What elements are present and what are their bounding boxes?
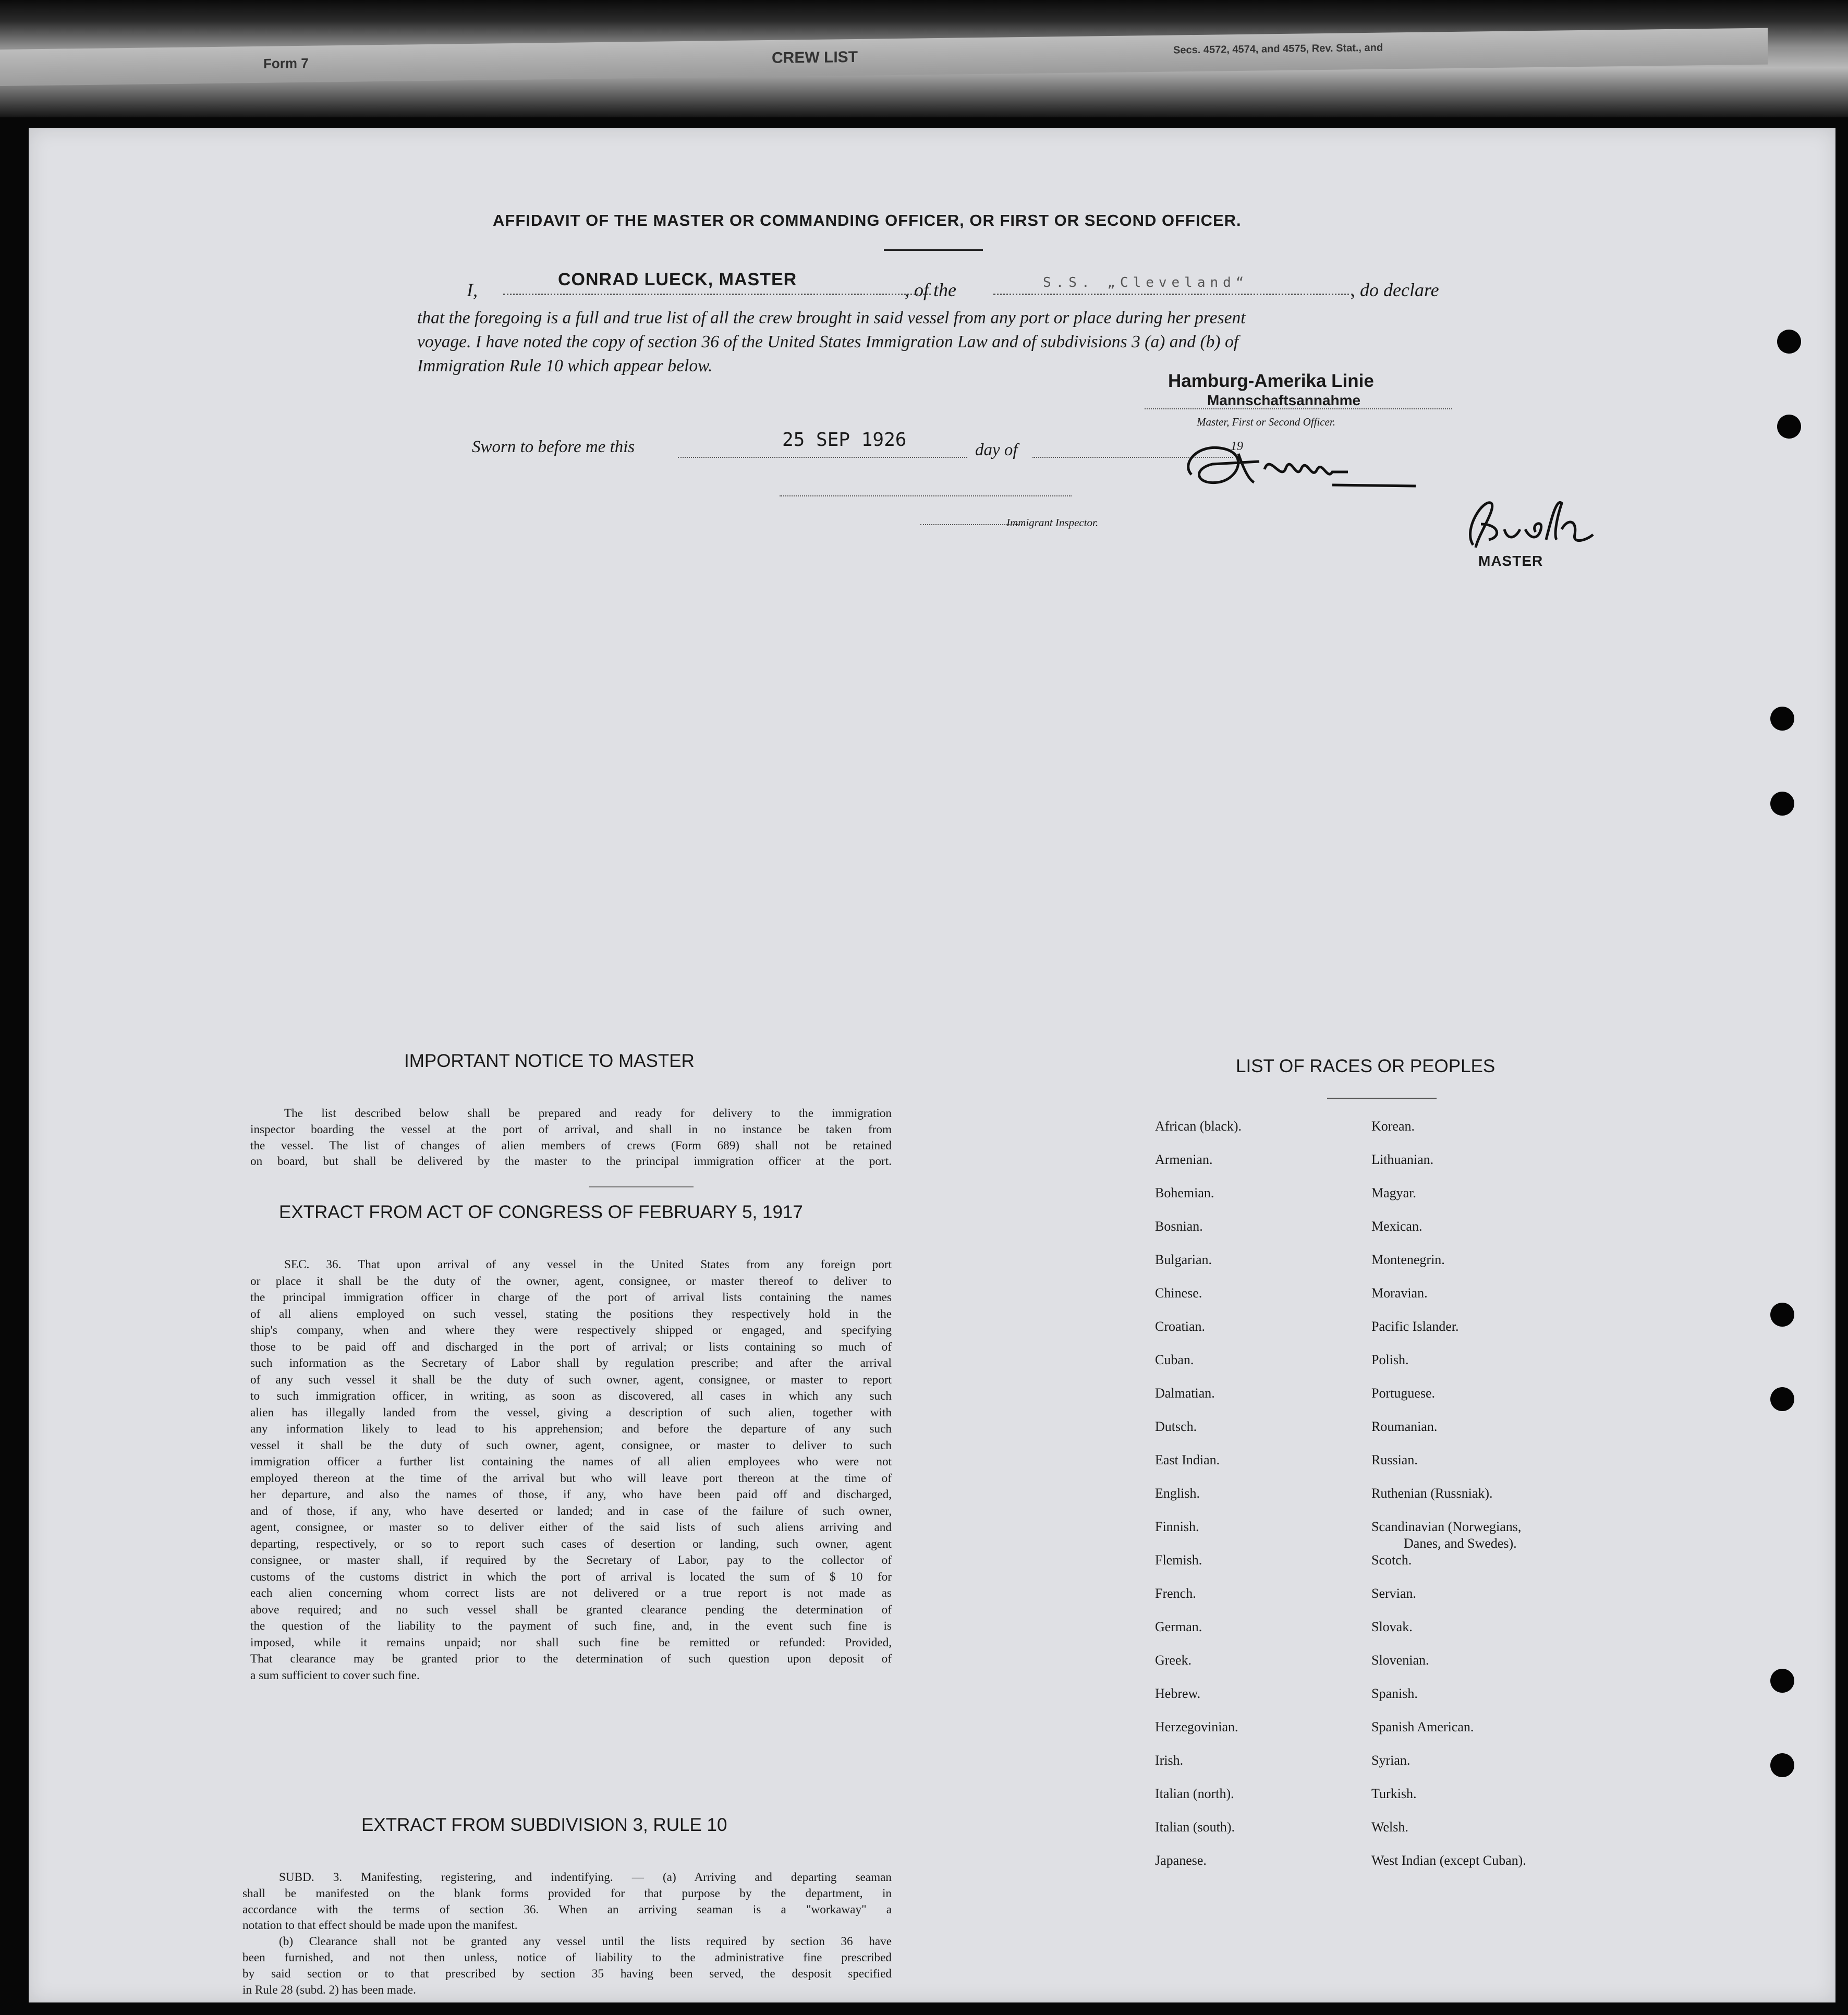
act-line: those to be paid off and discharged in the port of arrival; or lists containing so much of [250,1340,892,1354]
act-line: the principal immigration officer in charge of the port of arrival lists containing the names [250,1291,892,1304]
act-line: the question of the liability to the payment of such fine, and, in the event such fine is [250,1619,892,1633]
race-item: Turkish. [1371,1786,1417,1801]
race-item: Moravian. [1371,1285,1428,1301]
race-item: Finnish. [1155,1519,1199,1534]
race-item: African (black). [1155,1119,1242,1134]
rule-line: by said section or to that prescribed by section 35 having been served, the desposit specified [242,1967,892,1981]
act-line: above required; and no such vessel shall be granted clearance pending the determination of [250,1603,892,1617]
notice-line: on board, but shall be delivered by the master to the principal immigration officer at the port. [250,1155,892,1169]
department-stamp: Mannschaftsannahme [1207,392,1361,408]
notice-line: inspector boarding the vessel at the port of arrival, and shall in no instance be taken from [250,1122,892,1136]
act-line: of all aliens employed on such vessel, stating the positions they respectively hold in the [250,1307,892,1321]
race-item: Welsh. [1371,1819,1408,1835]
race-item: Servian. [1371,1586,1416,1601]
race-item: Slovak. [1371,1619,1413,1634]
company-stamp: Hamburg-Amerika Linie [1168,371,1374,391]
act-line: ship's company, when and where they were respectively shipped or engaged, and specifying [250,1324,892,1337]
race-item: Croatian. [1155,1319,1206,1334]
race-item: Dutsch. [1155,1419,1197,1434]
i-label: I, [467,280,478,300]
race-item: Korean. [1371,1119,1415,1134]
race-item: Cuban. [1155,1352,1194,1367]
punch-hole [1770,707,1794,731]
race-item: Scotch. [1371,1552,1412,1568]
race-item: Armenian. [1155,1152,1213,1167]
race-item: Japanese. [1155,1853,1207,1868]
race-item: West Indian (except Cuban). [1371,1853,1526,1868]
race-item: Irish. [1155,1753,1184,1768]
act-line: any information likely to lead to his apprehension; and before the departure of any such [250,1422,892,1436]
vessel-line [993,294,1353,295]
inspector-line-1 [780,495,1072,496]
punch-hole [1777,330,1801,354]
race-item: Syrian. [1371,1753,1411,1768]
punch-hole [1777,415,1801,439]
punch-hole [1770,1387,1794,1411]
race-item: Montenegrin. [1371,1252,1445,1267]
act-line: vessel it shall be the duty of such owner, agent, consignee, or master to deliver to such [250,1438,892,1452]
extract-rule-title: EXTRACT FROM SUBDIVISION 3, RULE 10 [361,1815,727,1835]
master-name: CONRAD LUECK, MASTER [558,270,797,289]
statute-reference: Secs. 4572, 4574, and 4575, Rev. Stat., and [1173,42,1383,56]
act-line: each alien concerning whom correct lists are not delivered or a true report is not made as [250,1586,892,1600]
act-line: immigration officer a further list containing the names of all alien employees who were not [250,1455,892,1468]
rule-line: (b) Clearance shall not be granted any vessel until the lists required by section 36 have [279,1935,892,1949]
document-page [29,128,1835,2002]
act-line: customs of the customs district in which the port of arrival is located the sum of $ 10 for [250,1570,892,1584]
rule-line: in Rule 28 (subd. 2) has been made. [242,1983,416,1997]
races-rule [1327,1098,1437,1099]
notice-line: the vessel. The list of changes of alien members of crews (Form 689) shall not be retained [250,1138,892,1152]
act-line: employed thereon at the time of the arrival but who will leave port thereon at the time of [250,1471,892,1485]
rule-line: SUBD. 3. Manifesting, registering, and indentifying. — (a) Arriving and departing seaman [279,1871,892,1884]
master-signature [1452,488,1619,555]
race-item: Portuguese. [1371,1386,1436,1401]
master-stamp: MASTER [1478,553,1543,569]
heading-rule [884,249,983,251]
act-line: or place it shall be the duty of the owner, agent, consignee, or master thereof to deliver to [250,1274,892,1288]
race-item: Roumanian. [1371,1419,1438,1434]
do-declare-label: , do declare [1351,280,1439,300]
form-number: Form 7 [263,55,309,71]
of-the-label: , of the [905,280,956,300]
act-line: her departure, and also the names of those, if any, who have been paid off and discharged, [250,1488,892,1501]
sworn-date: 25 SEP 1926 [782,429,907,451]
extract-act-title: EXTRACT FROM ACT OF CONGRESS OF FEBRUARY 5, 1917 [279,1202,803,1222]
race-item: Herzegovinian. [1155,1719,1238,1734]
race-item: Polish. [1371,1352,1409,1367]
affidavit-line: that the foregoing is a full and true list of all the crew brought in said vessel from any port or place during her present [417,308,1246,327]
notice-line: The list described below shall be prepared and ready for delivery to the immigration [284,1107,892,1120]
race-item: French. [1155,1586,1196,1601]
punch-hole [1770,1303,1794,1327]
race-item: Spanish American. [1371,1719,1474,1734]
races-title: LIST OF RACES OR PEOPLES [1236,1056,1496,1076]
extract-act-paragraph [250,1257,892,1684]
act-line: imposed, while it remains unpaid; nor shall such fine be remitted or refunded: Provided, [250,1635,892,1649]
affidavit-line: voyage. I have noted the copy of section 36 of the United States Immigration Law and of subdivisions 3 (a) and (b) of [417,332,1239,351]
act-line: to such immigration officer, in writing, as soon as discovered, all cases in which any such [250,1389,892,1403]
race-item: Hebrew. [1155,1686,1201,1701]
race-item: Bohemian. [1155,1185,1214,1200]
rule-line: accordance with the terms of section 36. When an arriving seaman is a "workaway" a [242,1902,892,1916]
affidavit-line: Immigration Rule 10 which appear below. [417,356,713,375]
race-item: Magyar. [1371,1185,1416,1200]
race-item: Pacific Islander. [1371,1319,1459,1334]
race-item: English. [1155,1486,1200,1501]
race-item: Bosnian. [1155,1219,1203,1234]
act-line: SEC. 36. That upon arrival of any vessel in the United States from any foreign port [284,1258,892,1271]
race-item: Slovenian. [1371,1653,1429,1668]
sworn-date-line [678,457,967,458]
notice-title: IMPORTANT NOTICE TO MASTER [404,1051,695,1071]
affidavit-heading: AFFIDAVIT OF THE MASTER OR COMMANDING OFFICER, OR FIRST OR SECOND OFFICER. [493,211,1242,229]
punch-hole [1770,792,1794,816]
race-item: Chinese. [1155,1285,1202,1301]
race-item: Lithuanian. [1371,1152,1434,1167]
rule-line: notation to that effect should be made upon the manifest. [242,1919,518,1933]
race-item: Russian. [1371,1452,1418,1467]
year-prefix: 19 [1231,440,1243,453]
crew-list-title: CREW LIST [772,48,858,67]
affidavit-text [417,306,1246,378]
notice-paragraph [250,1106,892,1170]
race-item: Italian (south). [1155,1819,1235,1835]
extract-rule-paragraph [242,1870,892,1998]
act-line: such information as the Secretary of Labor shall by regulation prescribe; and after the arrival [250,1356,892,1370]
race-item: Bulgarian. [1155,1252,1212,1267]
officer-caption: Master, First or Second Officer. [1197,416,1335,428]
rule-line: shall be manifested on the blank forms provided for that purpose by the department, in [242,1886,892,1900]
master-name-line [503,294,931,295]
act-line: and of those, if any, who have deserted or landed; and in case of the failure of such owner, [250,1504,892,1518]
race-item-continuation: Danes, and Swedes). [1404,1536,1517,1551]
act-line: That clearance may be granted prior to the determination of such question upon deposit of [250,1652,892,1666]
act-line: a sum sufficient to cover such fine. [250,1668,420,1682]
rule-line: been furnished, and not then unless, notice of liability to the administrative fine prescribed [242,1950,892,1964]
race-item: German. [1155,1619,1202,1634]
act-line: departing, respectively, or so to report such cases of desertion or landing, such owner, agent [250,1537,892,1551]
race-item: Spanish. [1371,1686,1418,1701]
act-line: alien has illegally landed from the vessel, giving a description of such alien, together with [250,1405,892,1419]
officer-signature [1176,433,1437,501]
act-line: of any such vessel it shall be the duty of such owner, agent, consignee, or master to report [250,1373,892,1387]
inspector-caption: Immigrant Inspector. [1006,516,1099,529]
race-item: East Indian. [1155,1452,1220,1467]
act-line: consignee, or master shall, if required by the Secretary of Labor, pay to the collector of [250,1553,892,1567]
race-item: Ruthenian (Russniak). [1371,1486,1493,1501]
act-line: agent, consignee, or master so to deliver either of the said lists of such aliens arriving and [250,1521,892,1534]
race-item: Scandinavian (Norwegians, [1371,1519,1522,1534]
day-of-label: day of [975,441,1018,459]
punch-hole [1770,1669,1794,1693]
race-item: Flemish. [1155,1552,1202,1568]
race-item: Dalmatian. [1155,1386,1215,1401]
race-item: Italian (north). [1155,1786,1234,1801]
race-item: Greek. [1155,1653,1192,1668]
sworn-label: Sworn to before me this [472,438,635,456]
punch-hole [1770,1753,1794,1777]
notice-rule [589,1186,694,1187]
race-item: Mexican. [1371,1219,1423,1234]
vessel-name: S.S. „Cleveland“ [1043,275,1249,290]
